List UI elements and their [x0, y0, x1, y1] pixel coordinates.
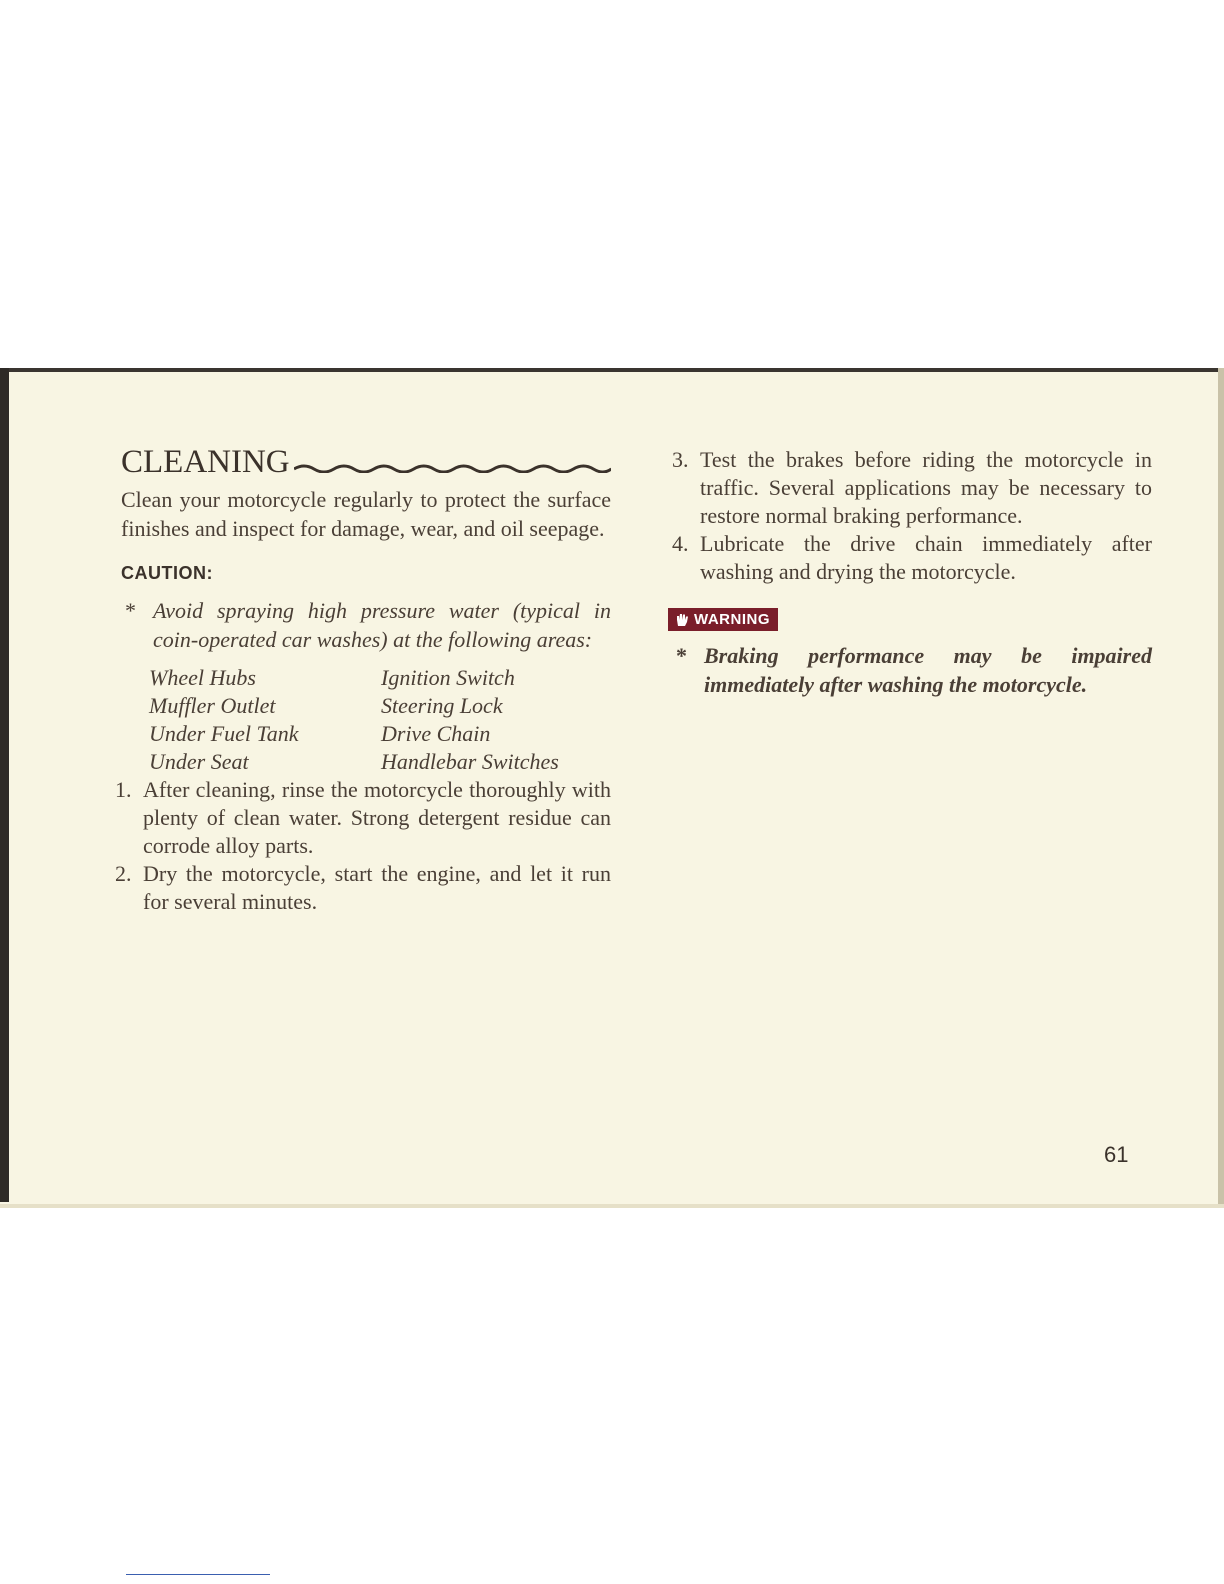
left-column	[115, 444, 611, 916]
page-left-edge	[0, 368, 9, 1202]
step-4	[672, 530, 1152, 586]
caution-label: CAUTION:	[121, 563, 213, 583]
section-heading	[121, 446, 611, 479]
step-text: After cleaning, rinse the motorcycle thoroughly with plenty of clean water. Strong detergent residue can corrode alloy parts.	[143, 777, 611, 858]
area-item: Under Seat	[149, 749, 249, 774]
step-text: Lubricate the drive chain immediately after washing and drying the motorcycle.	[700, 531, 1152, 584]
wavy-ornament	[294, 463, 611, 473]
bottom-rule	[126, 1574, 270, 1575]
caution-areas-list	[149, 664, 611, 776]
step-number: 3.	[672, 447, 689, 472]
intro-paragraph: Clean your motorcycle regularly to protect the surface finishes and inspect for damage, wear, and oil seepage.	[121, 487, 611, 541]
bullet-mark: *	[676, 643, 687, 668]
caution-text: Avoid spraying high pressure water (typical in coin-operated car washes) at the following areas:	[153, 598, 611, 652]
page-right-edge	[1218, 368, 1224, 1208]
warning-text: Braking performance may be impaired immediately after washing the motorcycle.	[704, 643, 1152, 697]
step-2	[115, 860, 611, 916]
step-number: 4.	[672, 531, 689, 556]
hand-icon	[674, 612, 690, 628]
area-item: Drive Chain	[381, 721, 491, 746]
area-item: Wheel Hubs	[149, 665, 256, 690]
bullet-mark: *	[125, 598, 136, 623]
area-item: Ignition Switch	[381, 665, 515, 690]
area-item: Muffler Outlet	[149, 693, 276, 718]
warning-label: WARNING	[694, 611, 770, 628]
area-item: Under Fuel Tank	[149, 721, 299, 746]
step-text: Dry the motorcycle, start the engine, and let it run for several minutes.	[143, 861, 611, 914]
step-number: 2.	[115, 861, 132, 886]
step-1	[115, 776, 611, 860]
page-top-edge	[0, 368, 1224, 372]
page-number: 61	[1104, 1142, 1129, 1167]
page-bottom-edge	[0, 1204, 1224, 1208]
warning-bullet	[672, 641, 1152, 699]
step-text: Test the brakes before riding the motorcycle in traffic. Several applications may be necessary to restore normal braking performance.	[700, 447, 1152, 528]
caution-bullet	[121, 596, 611, 654]
right-column	[672, 446, 1152, 699]
area-item: Steering Lock	[381, 693, 503, 718]
step-3	[672, 446, 1152, 530]
area-item: Handlebar Switches	[381, 749, 559, 774]
heading-text: CLEANING	[121, 444, 290, 480]
step-number: 1.	[115, 777, 132, 802]
warning-badge	[668, 608, 778, 631]
